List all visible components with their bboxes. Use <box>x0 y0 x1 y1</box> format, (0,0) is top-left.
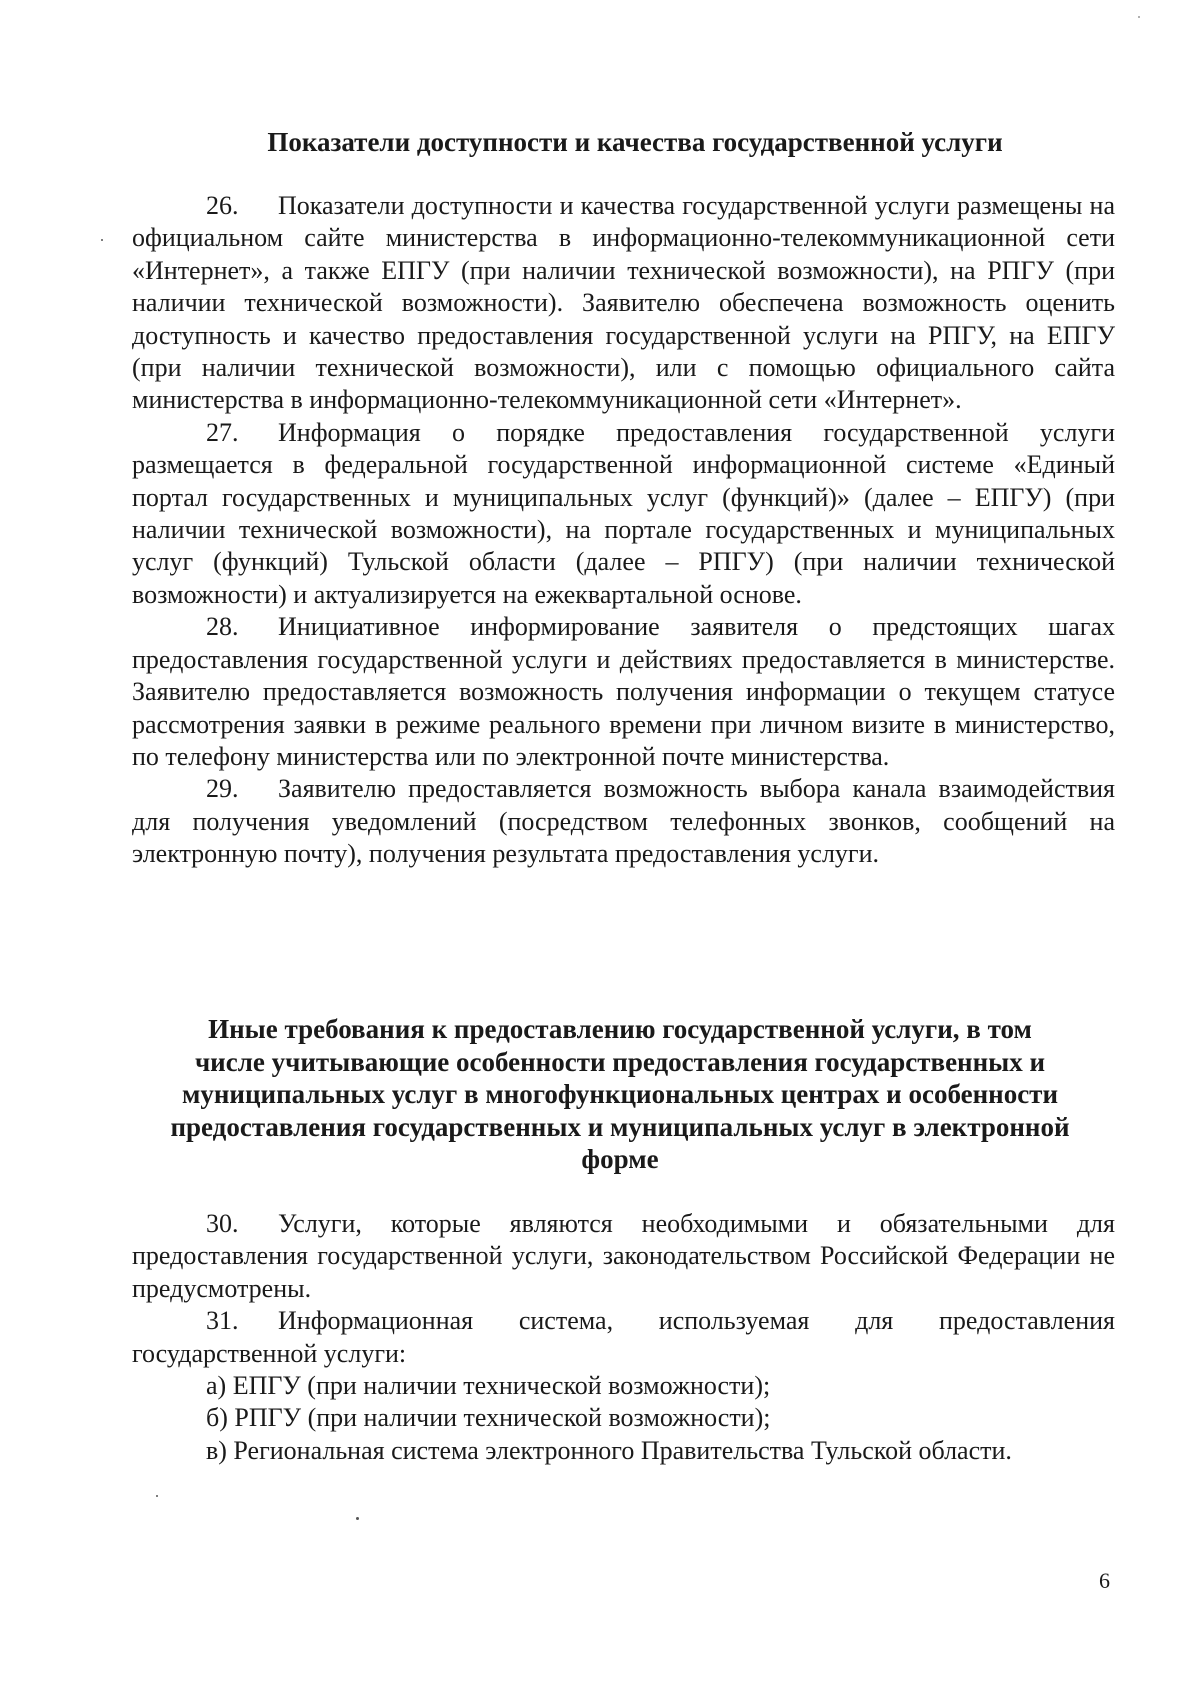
section-heading-accessibility: Показатели доступности и качества государственной услуги <box>267 127 1003 157</box>
heading-line: числе учитывающие особенности предоставления государственных и <box>194 1046 1046 1077</box>
paragraph-number: 27. <box>206 417 239 447</box>
section-body-other-requirements <box>132 1208 1115 1467</box>
paragraph-29 <box>132 773 1115 870</box>
scan-speck <box>1138 16 1140 18</box>
paragraph-26 <box>132 190 1115 417</box>
paragraph-number: 30. <box>206 1209 239 1238</box>
list-item-a: а) ЕПГУ (при наличии технической возможности); <box>206 1371 771 1401</box>
paragraph-text: Инициативное информирование заявителя о предстоящих шагах предоставления государственной услуги и действиях предоставляется в министерстве. Заявителю предоставляется возможность получения информации о текущем статусе рассмотрения заявки в режиме реального времени при личном визите в министерство, по телефону министерства или по электронной почте министерства. <box>132 612 1115 771</box>
section-heading-other-requirements <box>120 1013 1120 1176</box>
paragraph-number: 31. <box>206 1306 239 1336</box>
paragraph-text: Информационная система, используемая для предоставления государственной услуги: <box>132 1306 1115 1368</box>
list-item-c: в) Региональная система электронного Правительства Тульской области. <box>206 1435 1012 1465</box>
scan-speck <box>156 1495 158 1497</box>
scan-speck <box>356 1517 359 1520</box>
paragraph-31 <box>132 1305 1115 1370</box>
paragraph-text: Информация о порядке предоставления государственной услуги размещается в федеральной государственной информационной системе «Единый портал государственных и муниципальных услуг (функций)» (далее – ЕПГУ) (при наличии технической возможности), на портале государственных и муниципальных услуг (функций) Тульской области (далее – РПГУ) (при наличии технической возможности) и актуализируется на ежеквартальной основе. <box>132 417 1115 609</box>
list-item-b: б) РПГУ (при наличии технической возможности); <box>206 1403 771 1433</box>
scan-speck <box>101 239 103 241</box>
paragraph-number: 28. <box>206 612 239 642</box>
paragraph-text: Заявителю предоставляется возможность выбора канала взаимодействия для получения уведомлений (посредством телефонных звонков, сообщений на электронную почту), получения результата предоставления услуги. <box>132 774 1115 869</box>
heading-line: Иные требования к предоставлению государственной услуги, в том <box>208 1014 1032 1044</box>
paragraph-30 <box>132 1208 1115 1305</box>
heading-line: форме <box>581 1144 659 1174</box>
heading-line: муниципальных услуг в многофункциональных центрах и особенности <box>181 1079 1059 1109</box>
page-number: 6 <box>1099 1568 1110 1593</box>
section-body-accessibility <box>132 190 1115 871</box>
paragraph-number: 26. <box>206 191 239 220</box>
heading-line: предоставления государственных и муниципальных услуг в электронной <box>170 1111 1070 1142</box>
paragraph-text: Услуги, которые являются необходимыми и обязательными для предоставления государственной услуги, законодательством Российской Федерации не предусмотрены. <box>132 1209 1115 1303</box>
paragraph-text: Показатели доступности и качества государственной услуги размещены на официальном сайте министерства в информационно-телекоммуникационной сети «Интернет», а также ЕПГУ (при наличии технической возможности), на РПГУ (при наличии технической возможности). Заявителю обеспечена возможность оценить доступность и качество предоставления государственной услуги на РПГУ, на ЕПГУ (при наличии технической возможности), или с помощью официального сайта министерства в информационно-телекоммуникационной сети «Интернет». <box>132 191 1115 415</box>
paragraph-28 <box>132 611 1115 773</box>
paragraph-27 <box>132 417 1115 611</box>
paragraph-number: 29. <box>206 774 239 804</box>
